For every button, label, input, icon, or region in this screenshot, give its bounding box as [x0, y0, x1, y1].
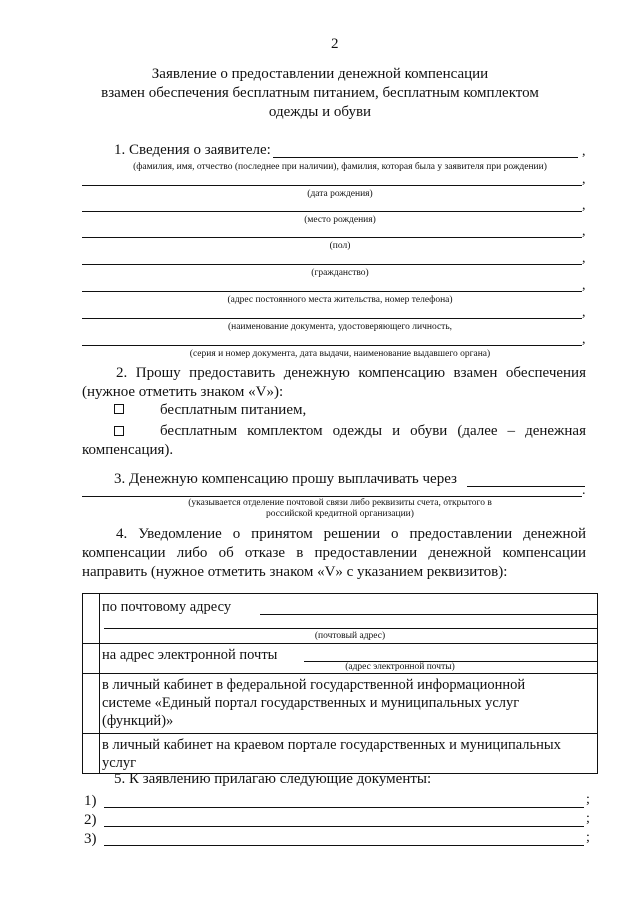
gosuslugi-label: в личный кабинет в федеральной государственной информационной системе «Единый портал государственных и муниципальных услуг (функций)» — [102, 677, 526, 729]
title-line-2: взамен обеспечения бесплатным питанием, бесплатным комплектом — [101, 85, 539, 101]
email-checkbox-cell[interactable] — [83, 644, 100, 674]
document-title — [60, 65, 580, 122]
caption-id-document: (наименование документа, удостоверяющего личность, — [227, 322, 453, 332]
free-meals-label: бесплатным питанием, — [160, 402, 307, 418]
attachment-field-2[interactable] — [104, 826, 584, 827]
id-document-field[interactable] — [82, 318, 582, 319]
comma: , — [582, 198, 586, 213]
postal-label: по почтовому адресу — [102, 599, 232, 615]
attachment-field-1[interactable] — [104, 807, 584, 808]
postal-address-field[interactable] — [260, 614, 598, 615]
applicant-name-field[interactable] — [273, 157, 578, 158]
caption-email-address: (адрес электронной почты) — [345, 662, 455, 672]
caption-postal-address: (почтовый адрес) — [314, 631, 386, 641]
title-line-3: одежды и обуви — [268, 104, 372, 120]
citizenship-field[interactable] — [82, 264, 582, 265]
comma: , — [582, 172, 586, 187]
gosuslugi-option-cell — [100, 674, 598, 734]
comma: , — [582, 144, 586, 159]
caption-id-details: (серия и номер документа, дата выдачи, наименование выдавшего органа) — [189, 349, 491, 359]
caption-sex: (пол) — [329, 241, 351, 251]
period: . — [582, 483, 586, 498]
section5-text: 5. К заявлению прилагаю следующие документы: — [114, 771, 432, 787]
title-line-1: Заявление о предоставлении денежной компенсации — [151, 66, 489, 82]
address-field[interactable] — [82, 291, 582, 292]
caption-full-name: (фамилия, имя, отчество (последнее при наличии), фамилия, которая была у заявителя при рождении) — [133, 162, 547, 172]
attachment-field-3[interactable] — [104, 845, 584, 846]
semicolon: ; — [586, 792, 590, 807]
caption-birth-place: (место рождения) — [304, 215, 376, 225]
attachment-number-3: 3) — [84, 831, 97, 847]
payment-method-field[interactable] — [467, 486, 585, 487]
sex-field[interactable] — [82, 237, 582, 238]
regional-portal-checkbox-cell[interactable] — [83, 734, 100, 774]
comma: , — [582, 332, 586, 347]
comma: , — [582, 251, 586, 266]
postal-option-cell — [100, 594, 598, 644]
comma: , — [582, 278, 586, 293]
birth-place-field[interactable] — [82, 211, 582, 212]
semicolon: ; — [586, 830, 590, 845]
caption-payment-method: (указывается отделение почтовой связи либо реквизиты счета, открытого в российской кредитной организации) — [188, 498, 492, 519]
notification-options-table — [82, 593, 598, 774]
id-details-field[interactable] — [82, 345, 582, 346]
semicolon: ; — [586, 811, 590, 826]
section4-text: 4. Уведомление о принятом решении о предоставлении денежной компенсации либо об отказе в предоставлении денежной компенсации направить (нужное отметить знаком «V» с указанием реквизитов): — [82, 526, 586, 580]
section2-text: 2. Прошу предоставить денежную компенсацию взамен обеспечения (нужное отметить знаком «V»): — [82, 365, 586, 400]
clothing-label: бесплатным комплектом одежды и обуви (далее – денежная компенсация). — [82, 423, 586, 458]
postal-checkbox-cell[interactable] — [83, 594, 100, 644]
attachment-number-2: 2) — [84, 812, 97, 828]
attachment-number-1: 1) — [84, 793, 97, 809]
comma: , — [582, 224, 586, 239]
postal-address-field-2[interactable] — [104, 628, 598, 629]
email-label: на адрес электронной почты — [102, 647, 278, 663]
page-number: 2 — [331, 36, 339, 52]
regional-portal-label: в личный кабинет на краевом портале государственных и муниципальных услуг — [102, 737, 561, 771]
caption-birth-date: (дата рождения) — [307, 189, 373, 199]
section3-text: 3. Денежную компенсацию прошу выплачивать через — [114, 471, 457, 487]
email-option-cell — [100, 644, 598, 674]
gosuslugi-checkbox-cell[interactable] — [83, 674, 100, 734]
section1-label: 1. Сведения о заявителе: — [114, 142, 271, 158]
caption-address: (адрес постоянного места жительства, номер телефона) — [227, 295, 453, 305]
payment-method-field-continued[interactable] — [82, 496, 582, 497]
birth-date-field[interactable] — [82, 185, 582, 186]
caption-citizenship: (гражданство) — [311, 268, 369, 278]
comma: , — [582, 305, 586, 320]
regional-portal-option-cell — [100, 734, 598, 774]
free-meals-checkbox[interactable] — [114, 404, 124, 414]
